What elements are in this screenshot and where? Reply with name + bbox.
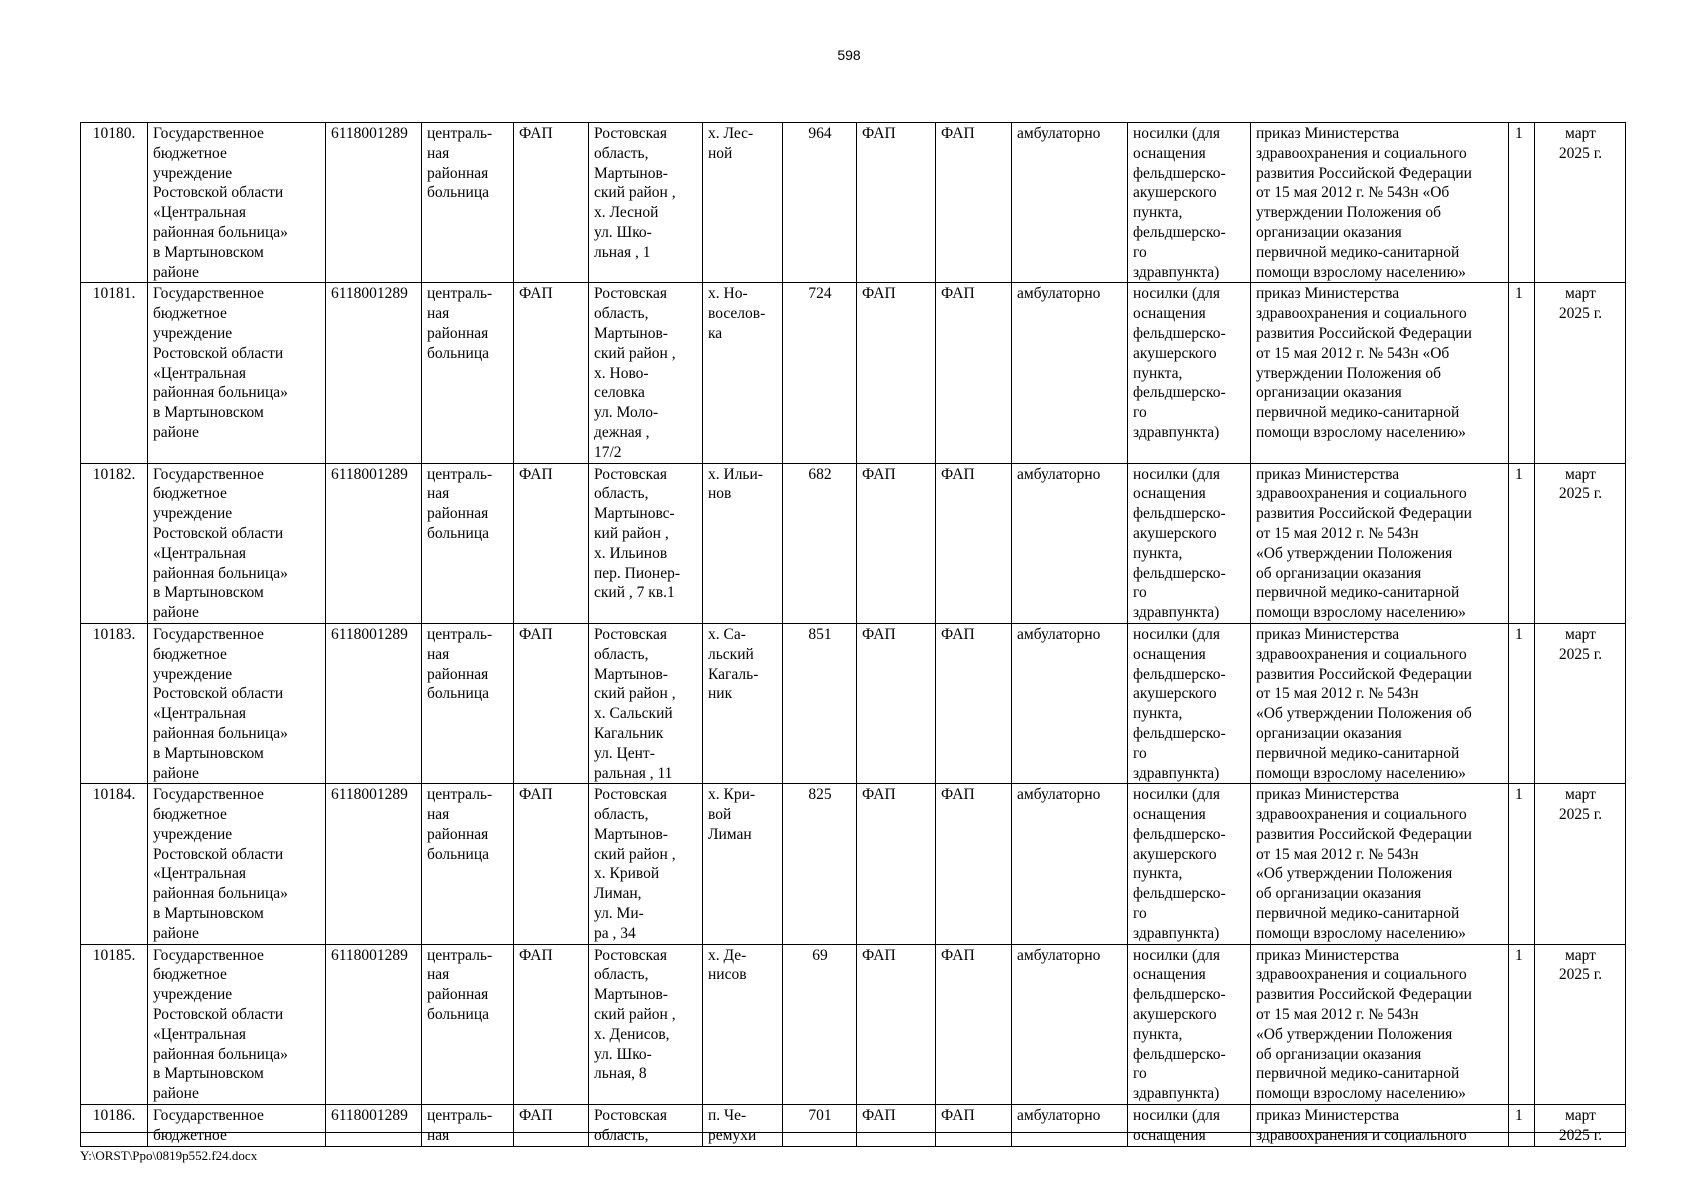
population: 825	[783, 784, 857, 944]
delivery-date: март 2025 г.	[1535, 283, 1626, 463]
organization-type: централь- ная районная больница	[422, 283, 514, 463]
population: 682	[783, 463, 857, 623]
table-body	[81, 123, 1626, 1147]
unit-type-3: ФАП	[936, 784, 1012, 944]
equipment-name: носилки (для оснащения фельдшерско- акушерского пункта, фельдшерско- го здравпункта)	[1128, 283, 1251, 463]
quantity: 1	[1509, 784, 1535, 944]
table-row	[81, 944, 1626, 1104]
settlement: х. Но- воселов- ка	[703, 283, 783, 463]
delivery-date: март 2025 г.	[1535, 123, 1626, 283]
settlement: х. Кри- вой Лиман	[703, 784, 783, 944]
care-condition: амбулаторно	[1012, 784, 1128, 944]
quantity: 1	[1509, 1105, 1535, 1147]
population: 851	[783, 623, 857, 783]
unit-type: ФАП	[514, 784, 589, 944]
organization-type: централь- ная	[422, 1105, 514, 1147]
table-row	[81, 283, 1626, 463]
address: Ростовская область, Мартынов- ский район , х. Ново- селовка ул. Моло- дежная , 17/2	[589, 283, 703, 463]
equipment-name: носилки (для оснащения фельдшерско- акушерского пункта, фельдшерско- го здравпункта)	[1128, 944, 1251, 1104]
organization-type: централь- ная районная больница	[422, 944, 514, 1104]
unit-type-3: ФАП	[936, 463, 1012, 623]
organization-type: централь- ная районная больница	[422, 463, 514, 623]
quantity: 1	[1509, 463, 1535, 623]
quantity: 1	[1509, 944, 1535, 1104]
care-condition: амбулаторно	[1012, 123, 1128, 283]
unit-type: ФАП	[514, 463, 589, 623]
inn-code: 6118001289	[326, 784, 422, 944]
unit-type-3: ФАП	[936, 123, 1012, 283]
delivery-date: март 2025 г.	[1535, 463, 1626, 623]
address: Ростовская область, Мартынов- ский район , х. Денисов, ул. Шко- льная, 8	[589, 944, 703, 1104]
row-number: 10186.	[81, 1105, 148, 1147]
equipment-name: носилки (для оснащения фельдшерско- акушерского пункта, фельдшерско- го здравпункта)	[1128, 123, 1251, 283]
unit-type: ФАП	[514, 1105, 589, 1147]
care-condition: амбулаторно	[1012, 1105, 1128, 1147]
address: Ростовская область,	[589, 1105, 703, 1147]
legal-basis: приказ Министерства здравоохранения и социального развития Российской Федерации от 15 мая 2012 г. № 543н «Об утверждении Положения об организации оказания первичной медико-санитарной помощи взрослому населению»	[1251, 623, 1509, 783]
equipment-name: носилки (для оснащения фельдшерско- акушерского пункта, фельдшерско- го здравпункта)	[1128, 623, 1251, 783]
delivery-date: март 2025 г.	[1535, 784, 1626, 944]
equipment-table	[80, 122, 1626, 1147]
care-condition: амбулаторно	[1012, 944, 1128, 1104]
equipment-name: носилки (для оснащения фельдшерско- акушерского пункта, фельдшерско- го здравпункта)	[1128, 463, 1251, 623]
table-row	[81, 123, 1626, 283]
settlement: х. Ильи- нов	[703, 463, 783, 623]
table-row	[81, 463, 1626, 623]
unit-type-2: ФАП	[857, 283, 936, 463]
unit-type-2: ФАП	[857, 123, 936, 283]
row-number: 10183.	[81, 623, 148, 783]
care-condition: амбулаторно	[1012, 623, 1128, 783]
row-number: 10180.	[81, 123, 148, 283]
quantity: 1	[1509, 623, 1535, 783]
inn-code: 6118001289	[326, 463, 422, 623]
care-condition: амбулаторно	[1012, 463, 1128, 623]
quantity: 1	[1509, 123, 1535, 283]
population: 964	[783, 123, 857, 283]
unit-type-2: ФАП	[857, 784, 936, 944]
equipment-name: носилки (для оснащения	[1128, 1105, 1251, 1147]
unit-type: ФАП	[514, 623, 589, 783]
legal-basis: приказ Министерства здравоохранения и социального развития Российской Федерации от 15 мая 2012 г. № 543н «Об утверждении Положения об организации оказания первичной медико-санитарной помощи взрослому населению»	[1251, 944, 1509, 1104]
address: Ростовская область, Мартыновс- кий район , х. Ильинов пер. Пионер- ский , 7 кв.1	[589, 463, 703, 623]
unit-type-3: ФАП	[936, 944, 1012, 1104]
legal-basis: приказ Министерства здравоохранения и социального	[1251, 1105, 1509, 1147]
unit-type-2: ФАП	[857, 944, 936, 1104]
unit-type-2: ФАП	[857, 463, 936, 623]
unit-type-3: ФАП	[936, 283, 1012, 463]
unit-type: ФАП	[514, 944, 589, 1104]
organization-name: Государственное бюджетное учреждение Ростовской области «Центральная районная больница» в Мартыновском районе	[148, 944, 326, 1104]
settlement: х. Са- льский Кагаль- ник	[703, 623, 783, 783]
document-table-container	[80, 122, 1625, 1144]
equipment-name: носилки (для оснащения фельдшерско- акушерского пункта, фельдшерско- го здравпункта)	[1128, 784, 1251, 944]
address: Ростовская область, Мартынов- ский район , х. Лесной ул. Шко- льная , 1	[589, 123, 703, 283]
population: 701	[783, 1105, 857, 1147]
settlement: п. Че- ремухи	[703, 1105, 783, 1147]
page-number: 598	[837, 47, 861, 63]
table-row	[81, 784, 1626, 944]
organization-type: централь- ная районная больница	[422, 784, 514, 944]
care-condition: амбулаторно	[1012, 283, 1128, 463]
unit-type: ФАП	[514, 123, 589, 283]
row-number: 10181.	[81, 283, 148, 463]
legal-basis: приказ Министерства здравоохранения и социального развития Российской Федерации от 15 мая 2012 г. № 543н «Об утверждении Положения об организации оказания первичной медико-санитарной помощи взрослому населению»	[1251, 463, 1509, 623]
unit-type-2: ФАП	[857, 1105, 936, 1147]
population: 69	[783, 944, 857, 1104]
table-row	[81, 623, 1626, 783]
inn-code: 6118001289	[326, 623, 422, 783]
legal-basis: приказ Министерства здравоохранения и социального развития Российской Федерации от 15 мая 2012 г. № 543н «Об утверждении Положения об организации оказания первичной медико-санитарной помощи взрослому населению»	[1251, 123, 1509, 283]
organization-name: Государственное бюджетное учреждение Ростовской области «Центральная районная больница» в Мартыновском районе	[148, 784, 326, 944]
legal-basis: приказ Министерства здравоохранения и социального развития Российской Федерации от 15 мая 2012 г. № 543н «Об утверждении Положения об организации оказания первичной медико-санитарной помощи взрослому населению»	[1251, 283, 1509, 463]
organization-name: Государственное бюджетное учреждение Ростовской области «Центральная районная больница» в Мартыновском районе	[148, 123, 326, 283]
row-number: 10182.	[81, 463, 148, 623]
organization-name: Государственное бюджетное учреждение Ростовской области «Центральная районная больница» в Мартыновском районе	[148, 283, 326, 463]
population: 724	[783, 283, 857, 463]
organization-type: централь- ная районная больница	[422, 623, 514, 783]
inn-code: 6118001289	[326, 283, 422, 463]
organization-type: централь- ная районная больница	[422, 123, 514, 283]
inn-code: 6118001289	[326, 123, 422, 283]
delivery-date: март 2025 г.	[1535, 623, 1626, 783]
address: Ростовская область, Мартынов- ский район , х. Сальский Кагальник ул. Цент- ральная , 11	[589, 623, 703, 783]
unit-type-2: ФАП	[857, 623, 936, 783]
organization-name: Государственное бюджетное учреждение Ростовской области «Центральная районная больница» в Мартыновском районе	[148, 623, 326, 783]
settlement: х. Лес- ной	[703, 123, 783, 283]
row-number: 10185.	[81, 944, 148, 1104]
unit-type-3: ФАП	[936, 623, 1012, 783]
organization-name: Государственное бюджетное	[148, 1105, 326, 1147]
delivery-date: март 2025 г.	[1535, 1105, 1626, 1147]
legal-basis: приказ Министерства здравоохранения и социального развития Российской Федерации от 15 мая 2012 г. № 543н «Об утверждении Положения об организации оказания первичной медико-санитарной помощи взрослому населению»	[1251, 784, 1509, 944]
file-path-footer: Y:\ORST\Ppo\0819p552.f24.docx	[80, 1148, 258, 1163]
unit-type-3: ФАП	[936, 1105, 1012, 1147]
inn-code: 6118001289	[326, 944, 422, 1104]
table-row	[81, 1105, 1626, 1147]
settlement: х. Де- нисов	[703, 944, 783, 1104]
organization-name: Государственное бюджетное учреждение Ростовской области «Центральная районная больница» в Мартыновском районе	[148, 463, 326, 623]
address: Ростовская область, Мартынов- ский район , х. Кривой Лиман, ул. Ми- ра , 34	[589, 784, 703, 944]
row-number: 10184.	[81, 784, 148, 944]
quantity: 1	[1509, 283, 1535, 463]
unit-type: ФАП	[514, 283, 589, 463]
delivery-date: март 2025 г.	[1535, 944, 1626, 1104]
inn-code: 6118001289	[326, 1105, 422, 1147]
